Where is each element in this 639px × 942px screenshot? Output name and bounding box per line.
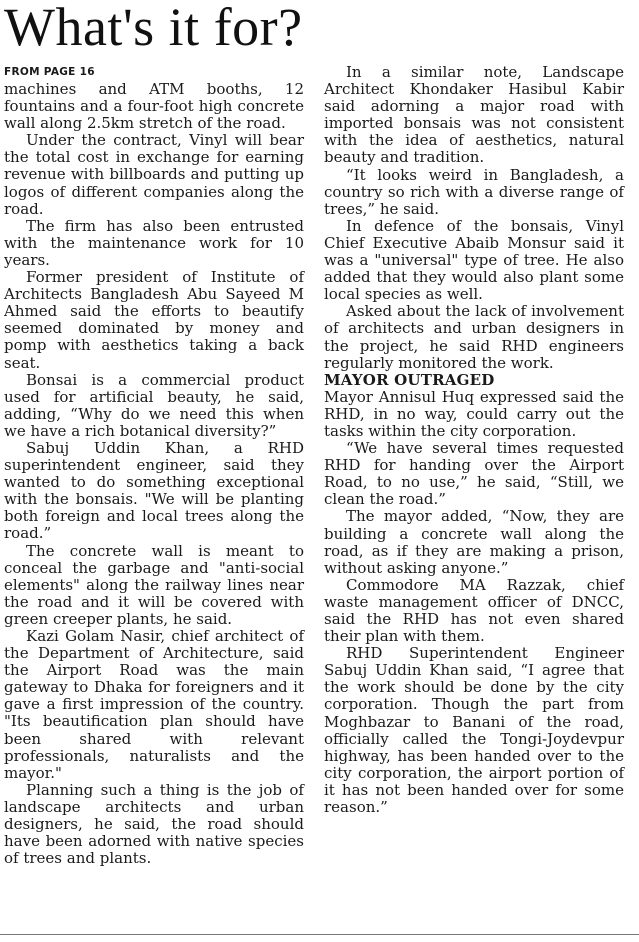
paragraph: Mayor Annisul Huq expressed said the RHD, in no way, could carry out the tasks within the city corporation. [324,387,624,440]
paragraph: Bonsai is a commercial product used for artificial beauty, he said, adding, “Why do we need this when we have a rich botanical diversity?” [4,370,304,440]
paragraph: Commodore MA Razzak, chief waste management officer of DNCC, said the RHD has not even shared their plan with them. [324,575,624,646]
section-subhead: MAYOR OUTRAGED [324,370,495,389]
paragraph: The concrete wall is meant to conceal the garbage and "anti-social elements" along the railway lines near the road and it will be covered with green creeper plants, he said. [4,541,304,628]
paragraph: “It looks weird in Bangladesh, a country so rich with a diverse range of trees,” he said. [324,165,624,218]
paragraph: Sabuj Uddin Khan, a RHD superintendent engineer, said they wanted to do something exceptional with the bonsais. "We will be planting both foreign and local trees along the road.” [4,438,304,543]
paragraph: Under the contract, Vinyl will bear the total cost in exchange for earning revenue with billboards and putting up logos of different companies along the road. [4,131,304,218]
paragraph: Former president of Institute of Architects Bangladesh Abu Sayeed M Ahmed said the efforts to beautify seemed dominated by money and pomp with aesthetics taking a back seat. [4,268,304,372]
paragraph: Asked about the lack of involvement of architects and urban designers in the project, he said RHD engineers regularly monitored the work. [324,302,624,372]
article-column-right [324,64,624,816]
continued-from-label: FROM PAGE 16 [4,66,95,78]
paragraph: In a similar note, Landscape Architect Khondaker Hasibul Kabir said adorning a major road with imported bonsais was not consistent with the idea of aesthetics, natural beauty and tradition. [324,63,624,167]
article-headline: What's it for? [4,0,303,57]
article-column-left [4,64,304,867]
paragraph: Kazi Golam Nasir, chief architect of the Department of Architecture, said the Airport Road was the main gateway to Dhaka for foreigners and it gave a first impression of the country. "Its beautification plan should have been shared with relevant professionals, naturalists and the mayor." [4,627,304,782]
paragraph: “We have several times requested RHD for handing over the Airport Road, to no use,” he said, “Still, we clean the road.” [324,439,624,509]
paragraph: The firm has also been entrusted with the maintenance work for 10 years. [4,216,304,269]
paragraph: machines and ATM booths, 12 fountains and a four-foot high concrete wall along 2.5km stretch of the road. [4,80,304,133]
paragraph: RHD Superintendent Engineer Sabuj Uddin Khan said, “I agree that the work should be done by the city corporation. Though the part from Moghbazar to Banani of the road, officially called the Tongi-Joydevpur highway, has been handed over to the city corporation, the airport portion of it has not been handed over for some reason.” [324,644,624,817]
page-bottom-rule [0,934,639,935]
paragraph: The mayor added, “Now, they are building a concrete wall along the road, as if they are making a prison, without asking anyone.” [324,507,624,577]
paragraph: In defence of the bonsais, Vinyl Chief Executive Abaib Monsur said it was a "universal" type of tree. He also added that they would also plant some local species as well. [324,216,624,304]
paragraph: Planning such a thing is the job of landscape architects and urban designers, he said, the road should have been adorned with native species of trees and plants. [4,780,304,868]
